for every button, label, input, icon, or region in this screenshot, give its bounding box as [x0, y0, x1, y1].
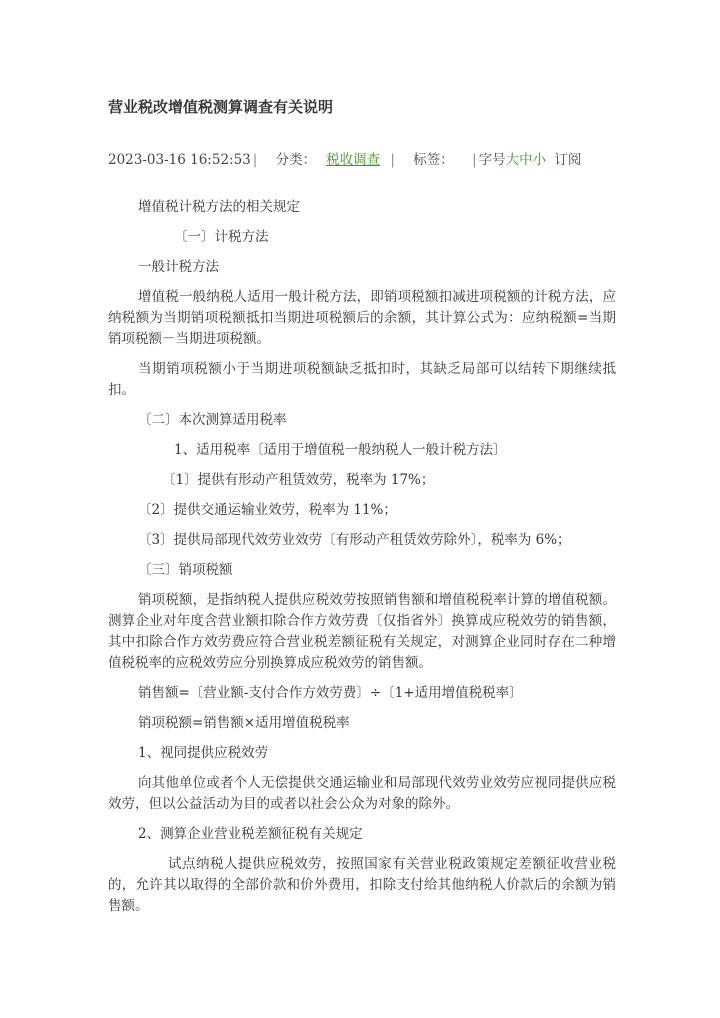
list-heading: 1、适用税率〔适用于增值税一般纳税人一般计税方法〕: [174, 442, 507, 458]
category-link[interactable]: 税收调查: [326, 152, 381, 168]
subscribe-link[interactable]: 订阅: [554, 152, 582, 168]
subsection-heading: 〔三〕销项税额: [138, 562, 233, 578]
meta-separator: |: [390, 152, 395, 168]
body-paragraph: 销项税额，是指纳税人提供应税效劳按照销售额和增值税税率计算的增值税额。测算企业对年度含营业额扣除合作方效劳费〔仅指省外〕换算成应税效劳的销售额，其中扣除合作方效劳费应符合营业税差额征税有关规定，对测算企业同时存在二种增值税税率的应税效劳应分别换算成应税效劳的销售额。: [108, 592, 616, 671]
font-size-big-button[interactable]: 大: [505, 152, 520, 168]
article-title: 营业税改增值税测算调查有关说明: [108, 98, 334, 116]
body-paragraph: 增值税一般纳税人适用一般计税方法，即销项税额扣减进项税额的计税方法，应纳税额为当期销项税额抵扣当期进项税额后的余额，其计算公式为：应纳税额=当期销项税额－当期进项税额。: [108, 289, 616, 347]
list-heading: 1、视同提供应税效劳: [138, 745, 269, 761]
meta-separator: |: [252, 152, 258, 168]
subsection-heading: 〔一〕计税方法: [174, 229, 269, 245]
body-paragraph: 试点纳税人提供应税效劳，按照国家有关营业税政策规定差额征收营业税的，允许其以取得的全部价款和价外费用，扣除支付给其他纳税人价款后的余额为销售额。: [108, 856, 616, 914]
category-label: 分类：: [275, 152, 317, 168]
formula: 销售额=〔营业额-支付合作方效劳费〕÷〔1+适用增值税税率〕: [138, 685, 523, 701]
body-paragraph: 当期销项税额小于当期进项税额缺乏抵扣时，其缺乏局部可以结转下期继续抵扣。: [108, 361, 616, 398]
article-meta: [108, 148, 581, 168]
formula: 销项税额=销售额×适用增值税税率: [138, 715, 350, 731]
meta-separator: |: [472, 152, 477, 168]
tags-label: 标签：: [413, 152, 454, 168]
font-size-label: 字号: [478, 152, 506, 168]
post-datetime: 2023-03-16 16:52:53: [108, 152, 251, 168]
list-item: 〔1〕提供有形动产租赁效劳，税率为 17%；: [162, 472, 435, 488]
list-item: 〔3〕提供局部现代效劳业效劳〔有形动产租赁效劳除外〕，税率为 6%；: [138, 532, 571, 548]
subsection-heading: 〔二〕本次测算适用税率: [138, 412, 287, 428]
section-heading: 增值税计税方法的相关规定: [138, 199, 300, 215]
list-item: 〔2〕提供交通运输业效劳，税率为 11%；: [138, 502, 397, 518]
subsection-heading: 一般计税方法: [138, 259, 219, 275]
font-size-small-button[interactable]: 小: [532, 152, 547, 168]
article-body: [108, 197, 616, 917]
list-heading: 2、测算企业营业税差额征税有关规定: [138, 826, 363, 842]
font-size-medium-button[interactable]: 中: [519, 152, 533, 168]
body-paragraph: 向其他单位或者个人无偿提供交通运输业和局部现代效劳业效劳应视同提供应税效劳，但以公益活动为目的或者以社会公众为对象的除外。: [108, 775, 616, 812]
